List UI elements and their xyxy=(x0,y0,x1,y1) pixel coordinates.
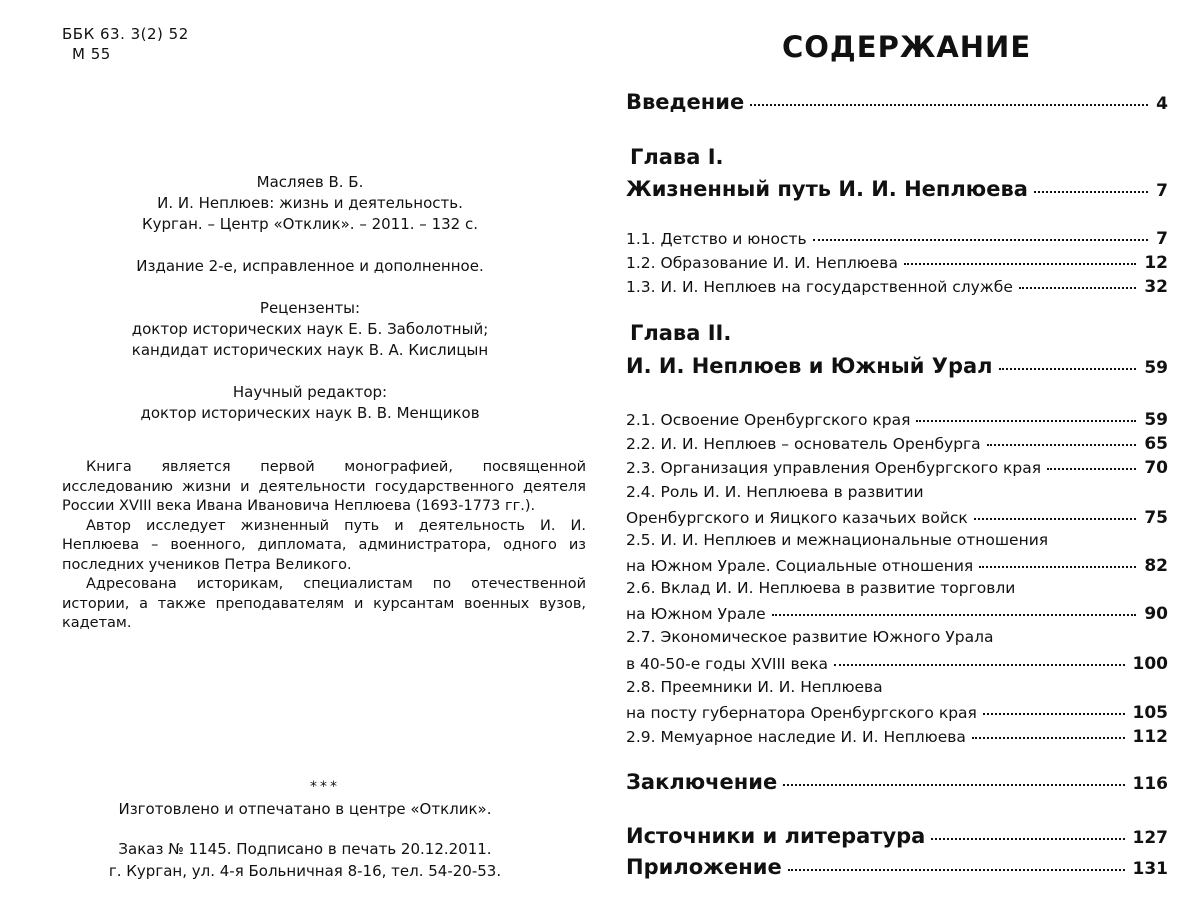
bibliographic-record xyxy=(100,172,520,424)
toc-page-number: 90 xyxy=(1144,604,1168,624)
toc-page-number: 59 xyxy=(1144,358,1168,378)
reviewer-2: кандидат исторических наук В. А. Кислицын xyxy=(131,341,489,359)
chapter-1-heading: Глава I. xyxy=(630,145,724,169)
toc-entry-appendix[interactable] xyxy=(626,855,1168,879)
separator-stars: *** xyxy=(310,779,340,795)
toc-page-number: 82 xyxy=(1144,556,1168,576)
leader-dots xyxy=(979,566,1136,568)
toc-label: в 40-50-е годы XVIII века xyxy=(626,655,829,673)
toc-entry-intro[interactable] xyxy=(626,90,1168,114)
toc-section-line: 2.8. Преемники И. И. Неплюева xyxy=(626,678,883,696)
chapter-2-heading: Глава II. xyxy=(630,321,732,345)
toc-page-number: 127 xyxy=(1132,828,1168,848)
toc-page-number: 75 xyxy=(1144,508,1168,528)
toc-label: Приложение xyxy=(626,855,782,879)
toc-label: И. И. Неплюев и Южный Урал xyxy=(626,354,993,378)
toc-page-number: 7 xyxy=(1156,229,1168,249)
toc-section-line: 2.6. Вклад И. И. Неплюева в развитие торговли xyxy=(626,579,1016,597)
toc-page-number: 65 xyxy=(1144,434,1168,454)
toc-page-number: 4 xyxy=(1156,94,1168,114)
toc-entry-section[interactable] xyxy=(626,604,1168,624)
imprint-address: г. Курган, ул. 4-я Больничная 8-16, тел. 54-20-53. xyxy=(108,862,502,880)
toc-label: Введение xyxy=(626,90,745,114)
toc-page-number: 112 xyxy=(1132,727,1168,747)
reviewers-label: Рецензенты: xyxy=(259,299,361,317)
editor-label: Научный редактор: xyxy=(232,383,388,401)
toc-page-number: 70 xyxy=(1144,458,1168,478)
toc-entry-section[interactable] xyxy=(626,703,1168,723)
editor-name: доктор исторических наук В. В. Менщиков xyxy=(140,404,480,422)
toc-entry-section[interactable] xyxy=(626,508,1168,528)
leader-dots xyxy=(788,869,1125,871)
toc-page-number: 7 xyxy=(1156,181,1168,201)
annotation xyxy=(62,458,586,634)
author-mark: М 55 xyxy=(72,45,111,63)
toc-entry-section[interactable] xyxy=(626,434,1168,454)
toc-section-line: 2.4. Роль И. И. Неплюева в развитии xyxy=(626,483,924,501)
leader-dots xyxy=(1019,287,1136,289)
biblio-author: Масляев В. Б. xyxy=(256,173,364,191)
leader-dots xyxy=(931,838,1124,840)
toc-entry-section[interactable] xyxy=(626,410,1168,430)
imprint-made: Изготовлено и отпечатано в центре «Отклик». xyxy=(118,800,492,818)
toc-label: Оренбургского и Яицкого казачьих войск xyxy=(626,509,968,527)
toc-entry-conclusion[interactable] xyxy=(626,770,1168,794)
leader-dots xyxy=(904,263,1136,265)
leader-dots xyxy=(783,784,1124,786)
toc-page xyxy=(600,0,1200,916)
leader-dots xyxy=(916,420,1136,422)
toc-label: 2.2. И. И. Неплюев – основатель Оренбурга xyxy=(626,435,981,453)
imprint-order: Заказ № 1145. Подписано в печать 20.12.2011. xyxy=(118,840,492,858)
toc-label: Источники и литература xyxy=(626,824,926,848)
leader-dots xyxy=(972,737,1125,739)
leader-dots xyxy=(1047,468,1136,470)
leader-dots xyxy=(983,713,1125,715)
annotation-paragraph: Адресована историкам, специалистам по отечественной истории, а также преподавателям и курсантам военных вузов, кадетам. xyxy=(62,576,586,631)
toc-label: 2.3. Организация управления Оренбургского края xyxy=(626,459,1042,477)
toc-section-line: 2.5. И. И. Неплюев и межнациональные отношения xyxy=(626,531,1049,549)
annotation-paragraph: Автор исследует жизненный путь и деятельность И. И. Неплюева – военного, дипломата, администратора, одного из последних учеников Петра Великого. xyxy=(62,517,586,573)
leader-dots xyxy=(813,239,1149,241)
toc-label: 2.1. Освоение Оренбургского края xyxy=(626,411,911,429)
toc-label: на посту губернатора Оренбургского края xyxy=(626,704,977,722)
biblio-publisher: Курган. – Центр «Отклик». – 2011. – 132 с. xyxy=(142,215,478,233)
toc-page-number: 105 xyxy=(1132,703,1168,723)
toc-entry-section[interactable] xyxy=(626,229,1168,249)
leader-dots xyxy=(750,104,1148,106)
toc-label: на Южном Урале xyxy=(626,605,766,623)
toc-label: 2.9. Мемуарное наследие И. И. Неплюева xyxy=(626,728,966,746)
toc-entry-section[interactable] xyxy=(626,654,1168,674)
leader-dots xyxy=(772,614,1137,616)
toc-entry-sources[interactable] xyxy=(626,824,1168,848)
leader-dots xyxy=(987,444,1137,446)
toc-label: 1.3. И. И. Неплюев на государственной службе xyxy=(626,278,1013,296)
toc-page-number: 100 xyxy=(1132,654,1168,674)
toc-entry-chapter-2[interactable] xyxy=(626,354,1168,378)
toc-entry-section[interactable] xyxy=(626,556,1168,576)
toc-entry-section[interactable] xyxy=(626,253,1168,273)
bbk-code: ББК 63. 3(2) 52 xyxy=(62,25,189,43)
toc-page-number: 59 xyxy=(1144,410,1168,430)
toc-label: Жизненный путь И. И. Неплюева xyxy=(626,177,1028,201)
leader-dots xyxy=(999,368,1137,370)
imprint xyxy=(60,776,550,882)
toc-label: 1.2. Образование И. И. Неплюева xyxy=(626,254,898,272)
toc-entry-section[interactable] xyxy=(626,277,1168,297)
toc-title: СОДЕРЖАНИЕ xyxy=(782,30,1032,64)
biblio-title: И. И. Неплюев: жизнь и деятельность. xyxy=(157,194,463,212)
biblio-edition: Издание 2-е, исправленное и дополненное. xyxy=(136,257,484,275)
leader-dots xyxy=(834,664,1124,666)
toc-section-line: 2.7. Экономическое развитие Южного Урала xyxy=(626,628,994,646)
toc-label: 1.1. Детство и юность xyxy=(626,230,807,248)
toc-page-number: 12 xyxy=(1144,253,1168,273)
toc-entry-chapter-1[interactable] xyxy=(626,177,1168,201)
leader-dots xyxy=(974,518,1137,520)
toc-label: Заключение xyxy=(626,770,778,794)
reviewer-1: доктор исторических наук Е. Б. Заболотный; xyxy=(131,320,489,338)
toc-page-number: 32 xyxy=(1144,277,1168,297)
toc-page-number: 131 xyxy=(1132,859,1168,879)
toc-label: на Южном Урале. Социальные отношения xyxy=(626,557,974,575)
toc-entry-section[interactable] xyxy=(626,458,1168,478)
annotation-paragraph: Книга является первой монографией, посвященной исследованию жизни и деятельности государственного деятеля России XVIII века Ивана Ивановича Неплюева (1693-1773 гг.). xyxy=(62,459,586,514)
toc-entry-section[interactable] xyxy=(626,727,1168,747)
leader-dots xyxy=(1034,191,1148,193)
bbk-index xyxy=(62,24,189,64)
toc-page-number: 116 xyxy=(1132,774,1168,794)
